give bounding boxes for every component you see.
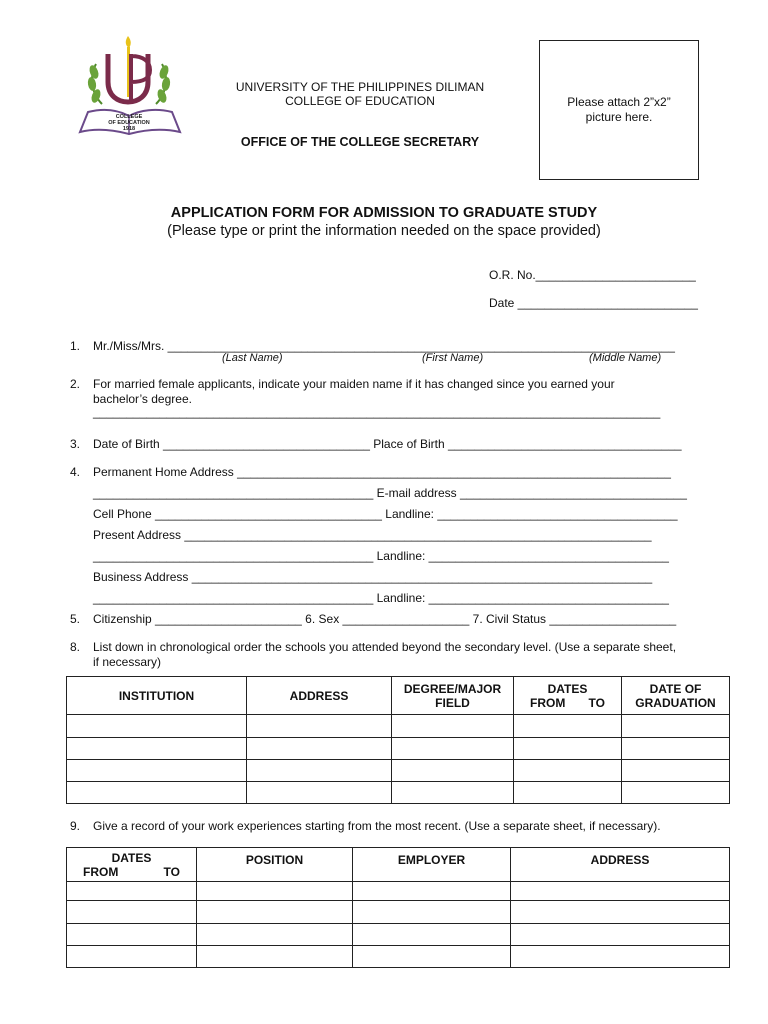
table-cell[interactable] — [392, 715, 514, 738]
work-header-employer: EMPLOYER — [353, 848, 511, 882]
table-row — [67, 738, 730, 760]
table-cell[interactable] — [622, 715, 730, 738]
work-experience-table — [66, 847, 730, 968]
table-cell[interactable] — [353, 924, 511, 946]
cellphone-field[interactable]: Cell Phone __________________________________ Landline: ____________________________________ — [93, 507, 678, 521]
table-cell[interactable] — [247, 760, 392, 782]
photo-instruction-line1: Please attach 2”x2” — [567, 95, 671, 109]
university-name: UNIVERSITY OF THE PHILIPPINES DILIMAN — [235, 80, 485, 94]
header-graduation-line1: DATE OF — [649, 681, 702, 696]
table-cell[interactable] — [514, 760, 622, 782]
table-cell[interactable] — [247, 782, 392, 804]
citizenship-sex-status-fields[interactable]: Citizenship ______________________ 6. Sex ___________________ 7. Civil Status ___________________ — [93, 612, 677, 626]
table-row — [67, 924, 730, 946]
table-cell[interactable] — [392, 782, 514, 804]
table-cell[interactable] — [622, 782, 730, 804]
table-cell[interactable] — [197, 882, 353, 901]
q8-line2: if necessary) — [93, 655, 162, 669]
table-row — [67, 946, 730, 968]
q5-number: 5. — [70, 612, 81, 626]
table-cell[interactable] — [353, 901, 511, 924]
college-of-education-logo — [74, 34, 186, 138]
table-cell[interactable] — [353, 882, 511, 901]
name-field[interactable]: Mr./Miss/Mrs. ____________________________________________________________________________ — [93, 339, 675, 353]
table-cell[interactable] — [67, 901, 197, 924]
work-header-position: POSITION — [197, 848, 353, 882]
table-cell[interactable] — [511, 924, 730, 946]
permanent-address-field[interactable]: Permanent Home Address _________________________________________________________________ — [93, 465, 671, 479]
q8-line1: List down in chronological order the schools you attended beyond the secondary level. (Use a separate sheet, — [93, 640, 677, 654]
q9-text: Give a record of your work experiences starting from the most recent. (Use a separate sheet, if necessary). — [93, 819, 661, 833]
table-row — [67, 715, 730, 738]
present-landline-field[interactable]: __________________________________________ Landline: ____________________________________ — [93, 549, 669, 563]
college-name: COLLEGE OF EDUCATION — [285, 94, 435, 108]
table-cell[interactable] — [353, 946, 511, 968]
q2-line2: bachelor’s degree. — [93, 392, 192, 406]
table-cell[interactable] — [392, 760, 514, 782]
table-cell[interactable] — [197, 924, 353, 946]
date-field[interactable]: Date ___________________________ — [489, 296, 698, 310]
header-dates-label: DATES — [547, 681, 588, 696]
table-row — [67, 901, 730, 924]
table-cell[interactable] — [511, 901, 730, 924]
header-dates — [514, 677, 622, 715]
table-cell[interactable] — [622, 738, 730, 760]
office-name: OFFICE OF THE COLLEGE SECRETARY — [240, 135, 480, 149]
table-cell[interactable] — [514, 715, 622, 738]
business-address-field[interactable]: Business Address _____________________________________________________________________ — [93, 570, 653, 584]
education-table-header — [67, 677, 730, 715]
photo-box — [539, 40, 699, 180]
work-table-header — [67, 848, 730, 882]
table-cell[interactable] — [511, 882, 730, 901]
form-subtitle: (Please type or print the information needed on the space provided) — [167, 223, 601, 239]
table-cell[interactable] — [67, 882, 197, 901]
header-from: FROM — [530, 695, 566, 710]
table-cell[interactable] — [197, 946, 353, 968]
present-address-field[interactable]: Present Address ______________________________________________________________________ — [93, 528, 652, 542]
table-cell[interactable] — [514, 782, 622, 804]
q9-number: 9. — [70, 819, 81, 833]
header-to: TO — [588, 695, 605, 710]
form-title: APPLICATION FORM FOR ADMISSION TO GRADUATE STUDY — [170, 205, 598, 221]
q8-number: 8. — [70, 640, 81, 654]
q3-number: 3. — [70, 437, 81, 451]
work-header-dates-label: DATES — [111, 850, 152, 865]
logo-text-college: COLLEGE — [115, 114, 143, 120]
table-row — [67, 782, 730, 804]
work-header-dates — [67, 848, 197, 882]
table-cell[interactable] — [67, 782, 247, 804]
table-cell[interactable] — [67, 760, 247, 782]
table-cell[interactable] — [622, 760, 730, 782]
table-row — [67, 882, 730, 901]
table-cell[interactable] — [247, 715, 392, 738]
last-name-label: (Last Name) — [222, 352, 283, 364]
q1-number: 1. — [70, 339, 81, 353]
table-cell[interactable] — [67, 738, 247, 760]
table-cell[interactable] — [67, 924, 197, 946]
header-degree-line2: FIELD — [435, 695, 470, 710]
maiden-name-field[interactable]: _____________________________________________________________________________________ — [93, 405, 661, 419]
header-graduation — [622, 677, 730, 715]
header-address: ADDRESS — [247, 677, 392, 715]
q4-number: 4. — [70, 465, 81, 479]
first-name-label: (First Name) — [422, 352, 484, 364]
header-degree — [392, 677, 514, 715]
q2-line1: For married female applicants, indicate your maiden name if it has changed since you earned your — [93, 377, 615, 391]
email-field[interactable]: __________________________________________ E-mail address __________________________________ — [93, 486, 687, 500]
table-cell[interactable] — [67, 946, 197, 968]
photo-instruction-line2: picture here. — [585, 110, 653, 124]
table-cell[interactable] — [247, 738, 392, 760]
logo-text-year: 1918 — [122, 126, 136, 132]
table-cell[interactable] — [67, 715, 247, 738]
table-cell[interactable] — [511, 946, 730, 968]
header-graduation-line2: GRADUATION — [635, 695, 716, 710]
table-cell[interactable] — [197, 901, 353, 924]
work-header-address: ADDRESS — [511, 848, 730, 882]
table-cell[interactable] — [514, 738, 622, 760]
birth-fields[interactable]: Date of Birth _______________________________ Place of Birth ___________________________________ — [93, 437, 682, 451]
work-header-from: FROM — [83, 864, 119, 879]
header-institution: INSTITUTION — [67, 677, 247, 715]
business-landline-field[interactable]: __________________________________________ Landline: ____________________________________ — [93, 591, 669, 605]
header-degree-line1: DEGREE/MAJOR — [403, 681, 502, 696]
q2-number: 2. — [70, 377, 81, 391]
middle-name-label: (Middle Name) — [589, 352, 662, 364]
or-number-field[interactable]: O.R. No.________________________ — [489, 268, 696, 282]
table-row — [67, 760, 730, 782]
work-header-to: TO — [163, 864, 180, 879]
logo-text-of-education: OF EDUCATION — [108, 120, 150, 126]
education-table — [66, 676, 730, 804]
table-cell[interactable] — [392, 738, 514, 760]
